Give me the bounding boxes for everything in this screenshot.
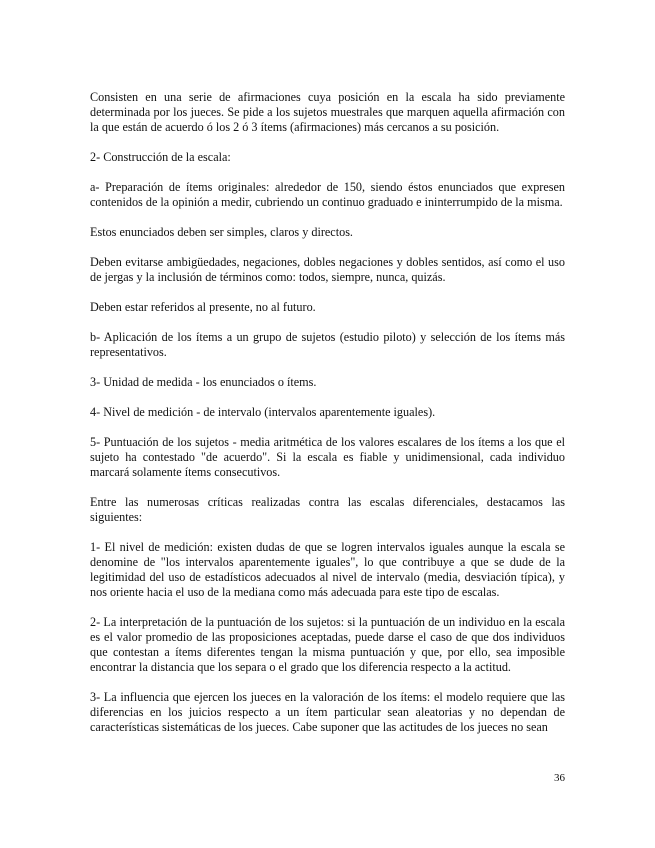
paragraph-aplicacion-items: b- Aplicación de los ítems a un grupo de sujetos (estudio piloto) y selección de los ítems más representativos. — [90, 330, 565, 359]
document-body — [90, 90, 565, 750]
page-number: 36 — [554, 772, 565, 784]
paragraph-critica-3: 3- La influencia que ejercen los jueces en la valoración de los ítems: el modelo requiere que las diferencias en los juicios respecto a un ítem particular sean aleatorias y no dependan de características sistemáticas de los jueces. Cabe suponer que las actitudes de los jueces no sean — [90, 690, 565, 734]
paragraph-unidad-medida: 3- Unidad de medida - los enunciados o ítems. — [90, 375, 317, 389]
paragraph-intro: Consisten en una serie de afirmaciones cuya posición en la escala ha sido previamente determinada por los jueces. Se pide a los sujetos muestrales que marquen aquella afirmación con la que están de acuerdo ó los 2 ó 3 ítems (afirmaciones) más cercanos a su posición. — [90, 90, 565, 134]
paragraph-nivel-medicion: 4- Nivel de medición - de intervalo (intervalos aparentemente iguales). — [90, 405, 436, 419]
paragraph-preparacion-items: a- Preparación de ítems originales: alrededor de 150, siendo éstos enunciados que expresen contenidos de la opinión a medir, cubriendo un continuo graduado e ininterrumpido de la misma. — [90, 180, 565, 209]
paragraph-enunciados: Estos enunciados deben ser simples, claros y directos. — [90, 225, 353, 239]
heading-construccion: 2- Construcción de la escala: — [90, 150, 231, 164]
paragraph-puntuacion-sujetos: 5- Puntuación de los sujetos - media aritmética de los valores escalares de los ítems a los que el sujeto ha contestado "de acuerdo". Si la escala es fiable y unidimensional, cada individuo marcará solamente ítems consecutivos. — [90, 435, 565, 479]
paragraph-critica-1: 1- El nivel de medición: existen dudas de que se logren intervalos iguales aunque la escala se denomine de "los intervalos aparentemente iguales", lo que contribuye a que se dude de la legitimidad del uso de estadísticos adecuados al nivel de intervalo (media, desviación típica), y nos oriente hacia el uso de la mediana como más adecuada para este tipo de escalas. — [90, 540, 565, 599]
paragraph-criticas: Entre las numerosas críticas realizadas contra las escalas diferenciales, destacamos las siguientes: — [90, 495, 565, 524]
paragraph-critica-2: 2- La interpretación de la puntuación de los sujetos: si la puntuación de un individuo en la escala es el valor promedio de las proposiciones aceptadas, puede darse el caso de que dos individuos que contestan a ítems diferentes tengan la misma puntuación y que, por ello, sea imposible encontrar la distancia que los separa o el grado que los diferencia respecto a la actitud. — [90, 615, 565, 674]
paragraph-ambiguedades: Deben evitarse ambigüedades, negaciones, dobles negaciones y dobles sentidos, así como el uso de jergas y la inclusión de términos como: todos, siempre, nunca, quizás. — [90, 255, 565, 284]
paragraph-presente: Deben estar referidos al presente, no al futuro. — [90, 300, 316, 314]
